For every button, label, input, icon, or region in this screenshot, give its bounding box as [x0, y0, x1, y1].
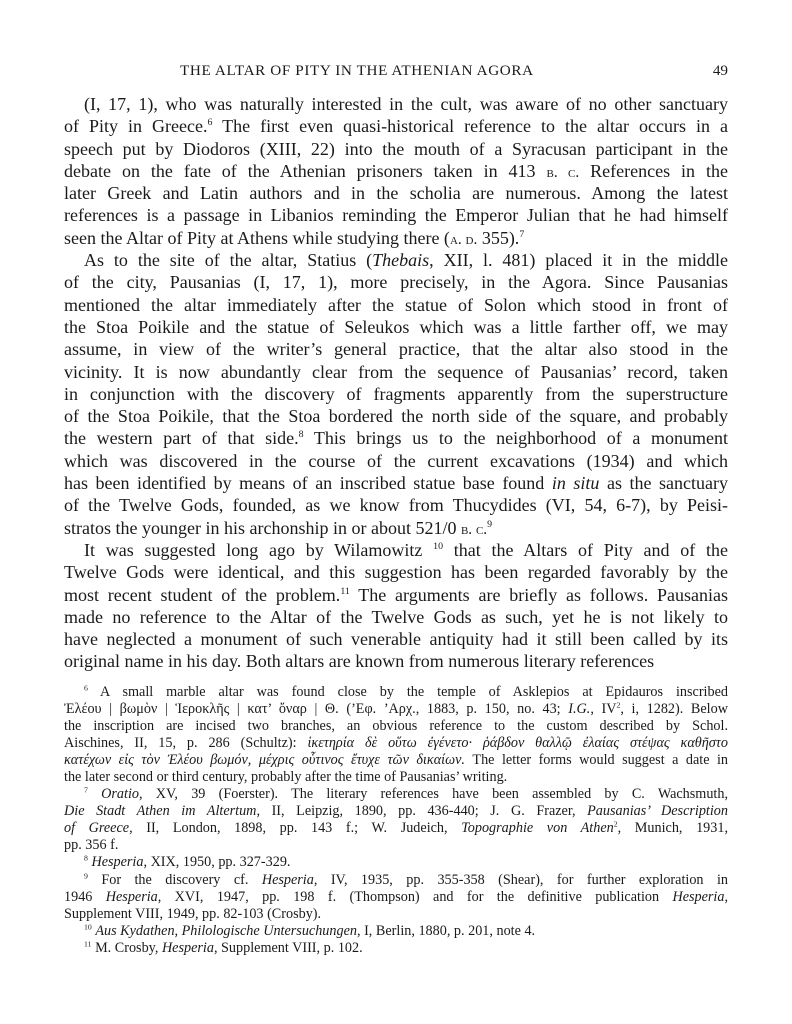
text-line: the inscription are incised two branches, an obvious reference to the custom described by Schol.: [64, 718, 728, 735]
text-line: assume, in view of the writer’s general practice, that the altar also stood in the: [64, 339, 728, 360]
running-title: THE ALTAR OF PITY IN THE ATHENIAN AGORA: [180, 62, 534, 79]
text-line: have neglected a monument of such venerable antiquity had it still been called by its: [64, 629, 728, 650]
italic-text: Topographie von Athen: [461, 820, 614, 837]
running-header: [64, 62, 728, 82]
text-line: in conjunction with the discovery of fragments apparently from the superstructure: [64, 383, 728, 404]
italic-text: κατέχων εἰς τὸν Ἐλέου βωμόν, μέχρις οὗτινος ἔτυχε τῶν δικαίων.: [64, 752, 465, 769]
footnote-ref: 7: [519, 228, 525, 240]
footnote: [64, 923, 728, 940]
footnote: [64, 786, 728, 854]
footnote-ref: 10: [84, 922, 92, 932]
text-line: which was discovered in the course of the current excavations (1934) and which: [64, 450, 728, 471]
text-line: κατέχων εἰς τὸν Ἐλέου βωμόν, μέχρις οὗτινος ἔτυχε τῶν δικαίων. The letter forms would suggest a date in: [64, 752, 729, 769]
italic-text: Hesperia: [105, 888, 158, 905]
paragraph: [64, 539, 728, 673]
footnote-ref: 8: [298, 429, 304, 441]
text-line: of Pity in Greece.$^6$ The first even quasi-historical reference to the altar occurs in a: [64, 116, 729, 137]
text-line: $^7$ Oratio, XV, 39 (Foerster). The literary references have been assembled by C. Wachsmuth,: [84, 785, 728, 803]
text-line: pp. 356 f.: [64, 837, 119, 854]
italic-text: of Greece: [64, 820, 130, 837]
text-line: the Stoa Poikile and the statue of Seleukos which was a little farther off, we may: [64, 316, 728, 337]
text-line: most recent student of the problem.$^{11}$ The arguments are briefly as follows. Pausanias: [64, 584, 729, 605]
paragraph: [64, 249, 728, 539]
text-line: of the Twelve Gods, founded, as we know from Thucydides (VI, 54, 6-7), by Peisi-: [64, 495, 728, 516]
italic-text: in situ: [551, 473, 600, 494]
footnote-ref: 11: [340, 585, 350, 597]
small-caps-text: a. d.: [449, 230, 478, 248]
text-line: made no reference to the Altar of the Twelve Gods as such, yet he is not likely to: [64, 606, 728, 627]
footnote-ref: 6: [207, 117, 213, 129]
text-line: has been identified by means of an inscribed statue base found in situ as the sanctuary: [64, 473, 729, 494]
text-line: of the Stoa Poikile, that the Stoa bordered the north side of the square, and probably: [64, 406, 728, 427]
text-line: stratos the younger in his archonship in or about 521/0 b. c.$^9$: [64, 517, 493, 538]
text-line: It was suggested long ago by Wilamowitz $^{10}$ that the Altars of Pity and of the: [84, 539, 728, 560]
italic-text: I.G.: [568, 701, 591, 718]
footnote-ref: 8: [84, 854, 88, 864]
italic-text: Thebais: [372, 250, 430, 271]
footnote: [64, 854, 728, 871]
text-line: references is a passage in Libanios reminding the Emperor Julian that he had himself: [64, 205, 728, 226]
text-line: debate on the fate of the Athenian prisoners taken in 413 b. c. References in the: [64, 160, 728, 181]
text-line: $^9$ For the discovery cf. Hesperia, IV, 1935, pp. 355-358 (Shear), for further exploration in: [84, 871, 728, 888]
text-line: $^{11}$ M. Crosby, Hesperia, Supplement VIII, p. 102.: [84, 939, 363, 956]
footnote-ref: 2: [613, 819, 618, 829]
footnote-ref: 9: [487, 518, 493, 530]
text-line: vicinity. It is now abundantly clear from the sequence of Pausanias’ record, taken: [64, 361, 728, 382]
footnote-ref: 10: [433, 541, 444, 553]
italic-text: Pausanias’ Description: [587, 803, 728, 820]
footnotes: [64, 684, 728, 957]
text-line: $^{10}$ Aus Kydathen, Philologische Untersuchungen, I, Berlin, 1880, p. 201, note 4.: [84, 922, 536, 939]
text-line: speech put by Diodoros (XIII, 22) into the mouth of a Syracusan participant in the: [64, 138, 728, 159]
text-line: original name in his day. Both altars are known from numerous literary references: [64, 651, 655, 672]
small-caps-text: b. c.: [460, 520, 488, 538]
footnote: [64, 872, 728, 923]
text-line: of the city, Pausanias (I, 17, 1), more precisely, in the Agora. Since Pausanias: [64, 272, 728, 293]
text-line: later Greek and Latin authors and in the scholia are numerous. Among the latest: [64, 183, 728, 204]
footnote: [64, 684, 728, 786]
text-line: the later second or third century, probably after the time of Pausanias’ writing.: [64, 769, 508, 786]
footnote-ref: 2: [616, 700, 621, 710]
text-line: Die Stadt Athen im Altertum, II, Leipzig, 1890, pp. 436-440; J. G. Frazer, Pausanias’ Description: [64, 803, 728, 820]
text-line: As to the site of the altar, Statius (Thebais, XII, l. 481) placed it in the middle: [84, 250, 728, 271]
italic-text: Hesperia: [91, 854, 144, 871]
text-line: $^6$ A small marble altar was found close by the temple of Asklepios at Epidauros inscribed: [84, 683, 728, 700]
text-line: Aischines, II, 15, p. 286 (Schultz): ἱκετηρία δὲ οὕτω ἐγένετο· ῥάβδον θαλλῷ ἐλαίας στέψας καθῆστο: [64, 735, 728, 752]
italic-text: Hesperia: [672, 888, 725, 905]
footnote-ref: 7: [84, 785, 88, 795]
text-line: 1946 Hesperia, XVI, 1947, pp. 198 f. (Thompson) and for the definitive publication Hesperia,: [64, 888, 729, 905]
page-number: 49: [712, 62, 728, 79]
body-text: [64, 93, 728, 673]
text-line: $^8$ Hesperia, XIX, 1950, pp. 327-329.: [84, 854, 291, 871]
paragraph: [64, 93, 728, 249]
text-line: Ἐλέου | βωμὸν | Ἱεροκλῆς | κατ’ ὄναρ | Θ. (’Εφ. ’Αρχ., 1883, p. 150, no. 43; I.G., $IV^2$, i, 1282). Below: [64, 700, 728, 718]
small-caps-text: b. c.: [546, 163, 580, 181]
text-line: Twelve Gods were identical, and this suggestion has been regarded favorably by the: [64, 562, 728, 583]
text-line: Supplement VIII, 1949, pp. 82-103 (Crosby).: [64, 905, 322, 922]
italic-text: Hesperia: [261, 871, 314, 888]
footnote: [64, 940, 728, 957]
footnote-ref: 11: [84, 939, 92, 949]
italic-text: Die Stadt Athen im Altertum: [64, 803, 257, 820]
text-line: of Greece, II, London, 1898, pp. 143 f.; W. Judeich, Topographie von Athen$^2$, Munich, 1931,: [64, 819, 729, 837]
footnote-ref: 9: [84, 871, 88, 881]
italic-text: Oratio: [101, 786, 139, 803]
text-line: (I, 17, 1), who was naturally interested in the cult, was aware of no other sanctuary: [84, 94, 728, 114]
text-line: the western part of that side.$^8$ This brings us to the neighborhood of a monument: [64, 428, 729, 449]
footnote-ref: 6: [84, 683, 88, 693]
italic-text: Hesperia: [161, 939, 214, 956]
text-line: seen the Altar of Pity at Athens while studying there (a. d. 355).$^7$: [64, 227, 525, 248]
text-line: mentioned the altar immediately after the statue of Solon which stood in front of: [64, 294, 728, 315]
italic-text: Aus Kydathen, Philologische Untersuchungen: [95, 922, 357, 939]
italic-text: ἱκετηρία δὲ οὕτω ἐγένετο· ῥάβδον θαλλῷ ἐλαίας στέψας καθῆστο: [307, 735, 728, 752]
